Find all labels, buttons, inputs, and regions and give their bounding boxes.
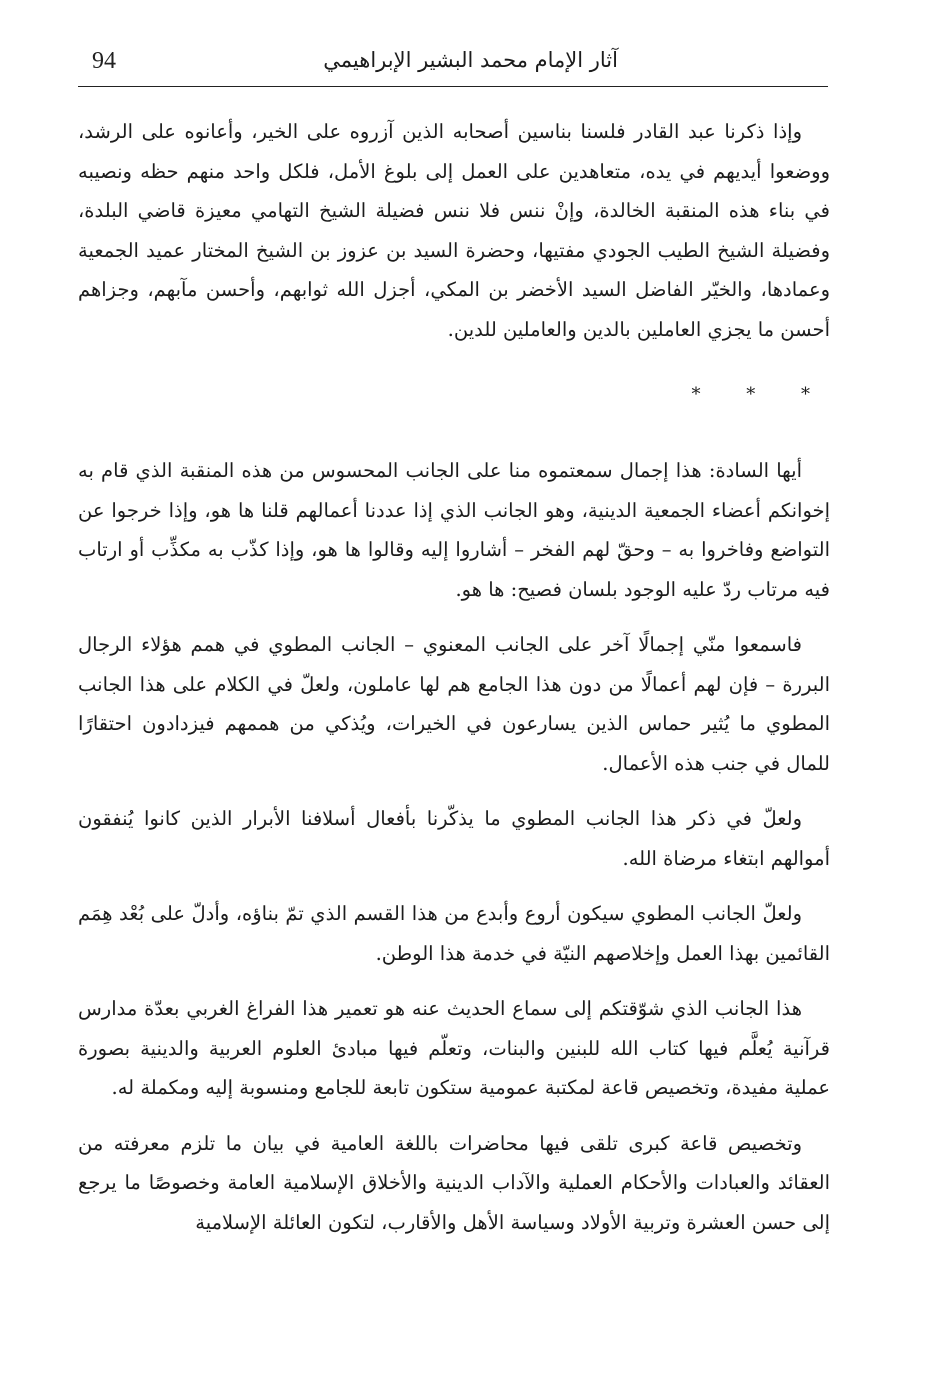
paragraph: هذا الجانب الذي شوّقتكم إلى سماع الحديث عنه هو تعمير هذا الفراغ الغربي بعدّة مدارس قرآنية يُعلَّم فيها كتاب الله للبنين والبنات، وتعلّم فيها مبادئ العلوم العربية والدينية بصورة عملية مفيدة، وتخصيص قاعة لمكتبة عمومية ستكون تابعة للجامع ومنسوبة إليه ومكملة له. [78,997,830,1099]
paragraph: وإذا ذكرنا عبد القادر فلسنا بناسين أصحابه الذين آزروه على الخير، وأعانوه على الرشد، ووضعوا أيديهم في يده، متعاهدين على العمل إلى بلوغ الأمل، فلكل واحد منهم حظه ونصيبه في بناء هذه المنقبة الخالدة، وإنْ ننس فلا ننس فضيلة الشيخ التهامي معيزة قاضي البلدة، وفضيلة الشيخ الطيب الجودي مفتيها، وحضرة السيد بن عزوز بن الشيخ المختار عميد الجمعية وعمادها، والخيّر الفاضل السيد الأخضر بن المكي، أجزل الله ثوابهم، وأحسن مآبهم، وجزاهم أحسن ما يجزي العاملين بالدين والعاملين للدين. [78,120,830,341]
page-body [78,112,830,1242]
page-number: 94 [92,48,116,74]
page-header [78,36,828,87]
running-title: آثار الإمام محمد البشير الإبراهيمي [323,48,618,72]
paragraph: وتخصيص قاعة كبرى تلقى فيها محاضرات باللغة العامية في بيان ما تلزم معرفته من العقائد والعبادات والأحكام العملية والآداب الدينية والأخلاق الإسلامية العامة وخصوصًا ما يرجع إلى حسن العشرة وتربية الأولاد وسياسة الأهل والأقارب، لتكون العائلة الإسلامية [78,1131,830,1234]
paragraph: أيها السادة: هذا إجمال سمعتموه منا على الجانب المحسوس من هذه المنقبة الذي قام به إخوانكم أعضاء الجمعية الدينية، وهو الجانب الذي إذا عددنا أعمالهم قلنا ها هو، وإذا خرجوا عن التواضع وفاخروا به – وحقّ لهم الفخر – أشاروا إليه وقالوا ها هو، وإذا كذّب به مكذِّب أو ارتاب فيه مرتاب ردّ عليه الوجود بلسان فصيح: ها هو. [78,459,830,601]
paragraph: ولعلّ في ذكر هذا الجانب المطوي ما يذكّرنا بأفعال أسلافنا الأبرار الذين كانوا يُنفقون أموالهم ابتغاء مرضاة الله. [78,807,830,870]
section-separator: * * * [691,384,830,405]
paragraph: ولعلّ الجانب المطوي سيكون أروع وأبدع من هذا القسم الذي تمّ بناؤه، وأدلّ على بُعْد هِمَم القائمين بهذا العمل وإخلاصهم النيّة في خدمة هذا الوطن. [78,902,830,965]
paragraph: فاسمعوا منّي إجمالًا آخر على الجانب المعنوي – الجانب المطوي في همم هؤلاء الرجال البررة – فإن لهم أعمالًا من دون هذا الجامع هم لها عاملون، ولعلّ في الكلام على هذا الجانب المطوي ما يُثير حماس الذين يسارعون في الخيرات، ويُذكي من هممهم فيزدادون احتقارًا للمال في جنب هذه الأعمال. [78,633,830,775]
